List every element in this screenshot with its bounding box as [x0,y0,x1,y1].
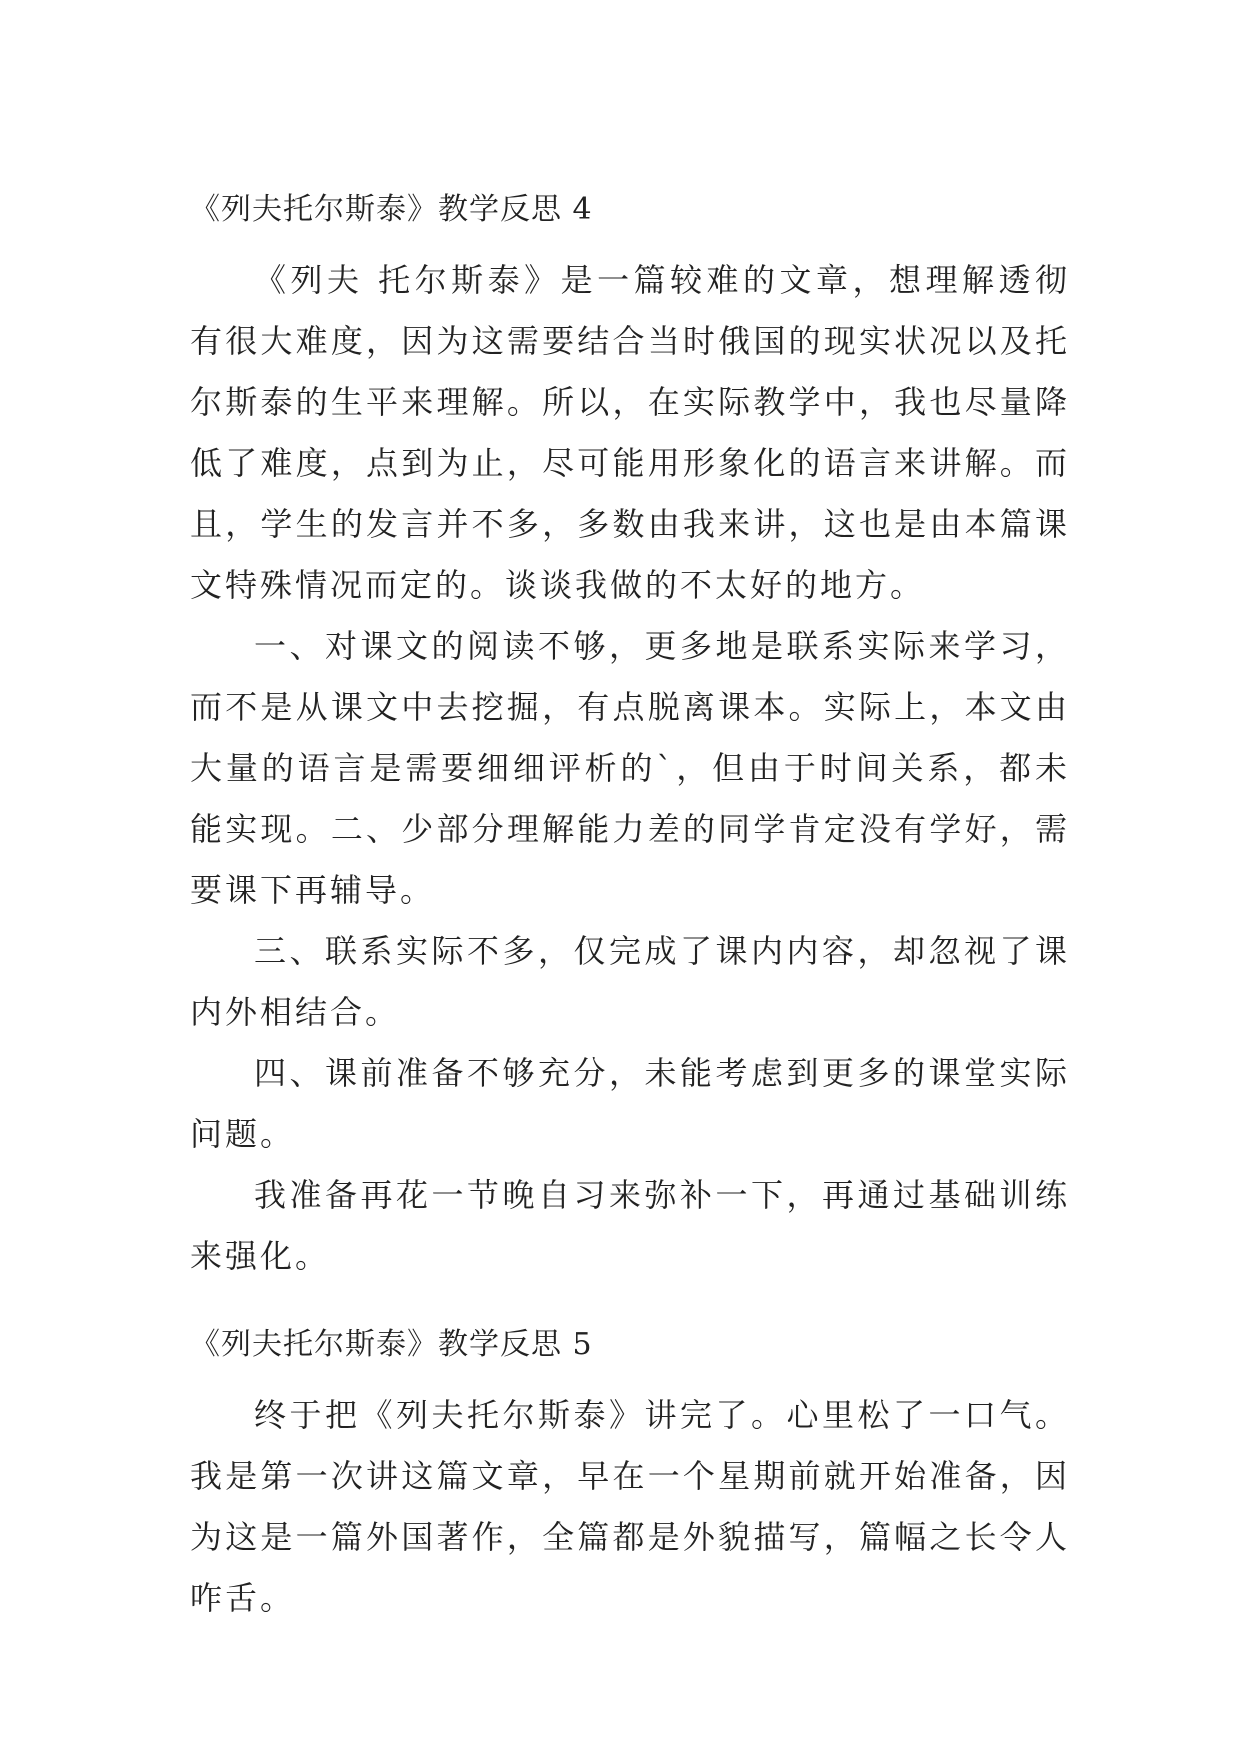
section-title: 《列夫托尔斯泰》教学反思 4 [190,192,593,227]
section-title: 《列夫托尔斯泰》教学反思 5 [190,1327,593,1362]
paragraph: 《列夫 托尔斯泰》是一篇较难的文章，想理解透彻有很大难度，因为这需要结合当时俄国的现实状况以及托尔斯泰的生平来理解。所以，在实际教学中，我也尽量降低了难度，点到为止，尽可能用形象化的语言来讲解。而且，学生的发言并不多，多数由我来讲，这也是由本篇课文特殊情况而定的。谈谈我做的不太好的地方。 [190,261,1070,604]
paragraph: 四、课前准备不够充分，未能考虑到更多的课堂实际问题。 [190,1054,1070,1153]
paragraph: 三、联系实际不多，仅完成了课内内容，却忽视了课内外相结合。 [190,932,1070,1031]
document-page [190,190,1070,1629]
paragraph: 终于把《列夫托尔斯泰》讲完了。心里松了一口气。我是第一次讲这篇文章，早在一个星期前就开始准备，因为这是一篇外国著作，全篇都是外貌描写，篇幅之长令人咋舌。 [190,1396,1070,1617]
section-reflection-5 [190,1325,1070,1629]
section-reflection-4 [190,190,1070,1287]
section-spacer [190,1287,1070,1325]
paragraph: 我准备再花一节晚自习来弥补一下，再通过基础训练来强化。 [190,1176,1070,1275]
paragraph: 一、对课文的阅读不够，更多地是联系实际来学习，而不是从课文中去挖掘，有点脱离课本。实际上，本文由大量的语言是需要细细评析的`，但由于时间关系，都未能实现。二、少部分理解能力差的同学肯定没有学好，需要课下再辅导。 [190,627,1070,909]
